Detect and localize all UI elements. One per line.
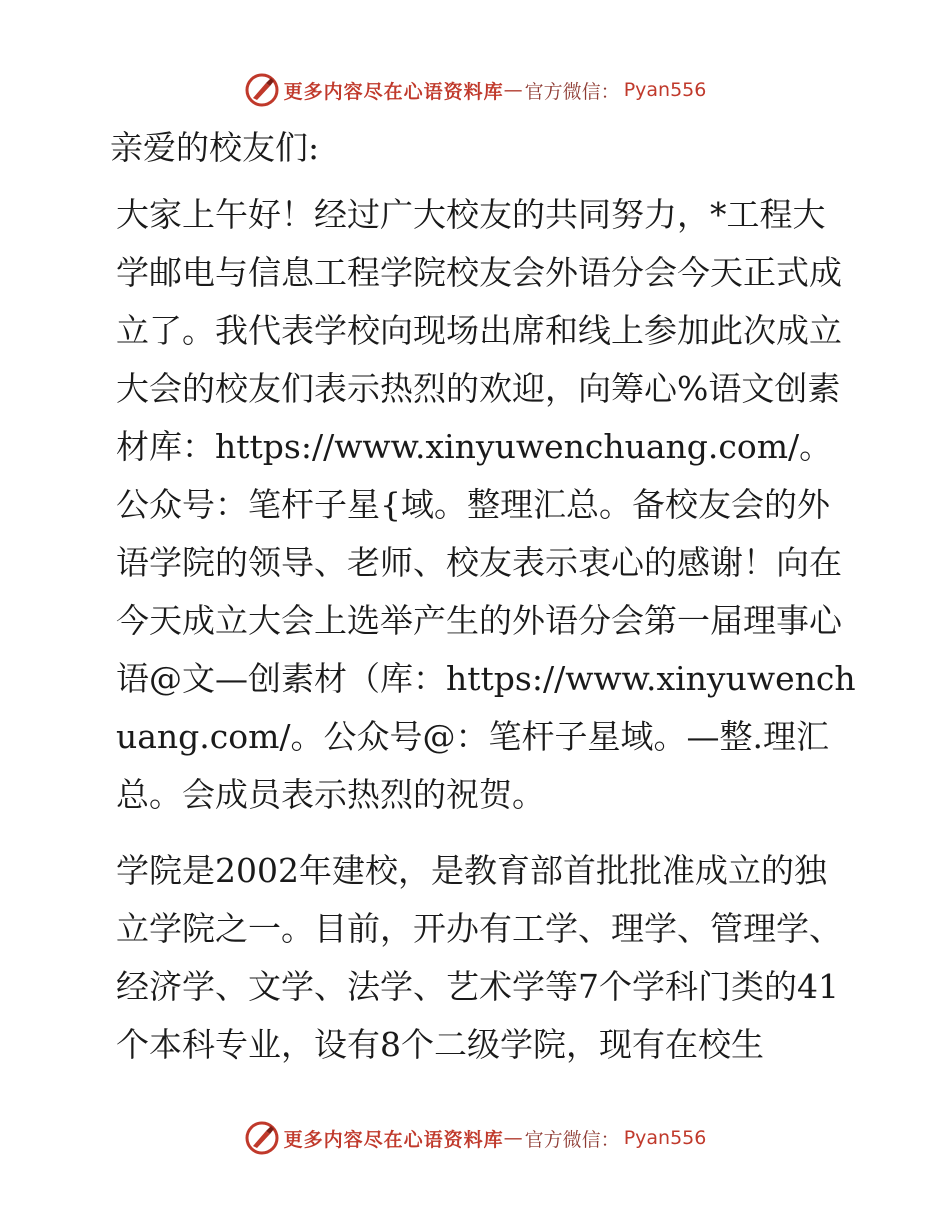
header-watermark [0, 72, 950, 108]
watermark-wechat-label: 官方微信： [524, 80, 620, 103]
pen-logo-icon [244, 72, 280, 108]
paragraph-2: 学院是2002年建校，是教育部首批批准成立的独立学院之一。目前，开办有工学、理学、管理学、经济学、文学、法学、艺术学等7个学科门类的41个本科专业，设有8个二级学院，现有在校生 [116, 851, 842, 1064]
watermark-site-text: 更多内容尽在心语资料库 [283, 80, 504, 103]
watermark-site-text: 更多内容尽在心语资料库 [283, 1128, 504, 1151]
watermark-separator: — [503, 1127, 523, 1149]
greeting: 亲爱的校友们: [110, 128, 320, 167]
watermark-wechat-label: 官方微信： [524, 1128, 620, 1151]
document-body [98, 118, 858, 1074]
pen-logo-icon [244, 1120, 280, 1156]
paragraph-1: 大家上午好！经过广大校友的共同努力，*工程大学邮电与信息工程学院校友会外语分会今天正式成立了。我代表学校向现场出席和线上参加此次成立大会的校友们表示热烈的欢迎，向筹心%语文创素材库：https://www.xinyuwenchuang.com/。公众号：笔杆子星{域。整理汇总。备校友会的外语学院的领导、老师、校友表示衷心的感谢！向在今天成立大会上选举产生的外语分会第一届理事心语@文—创素材（库：https://www.xinyuwenchuang.com/。公众号@：笔杆子星域。—整.理汇总。会成员表示热烈的祝贺。 [116, 195, 856, 814]
watermark-wechat-id: Pyan556 [623, 79, 707, 101]
watermark-wechat-id: Pyan556 [623, 1127, 707, 1149]
footer-watermark [0, 1120, 950, 1156]
watermark-separator: — [503, 79, 523, 101]
